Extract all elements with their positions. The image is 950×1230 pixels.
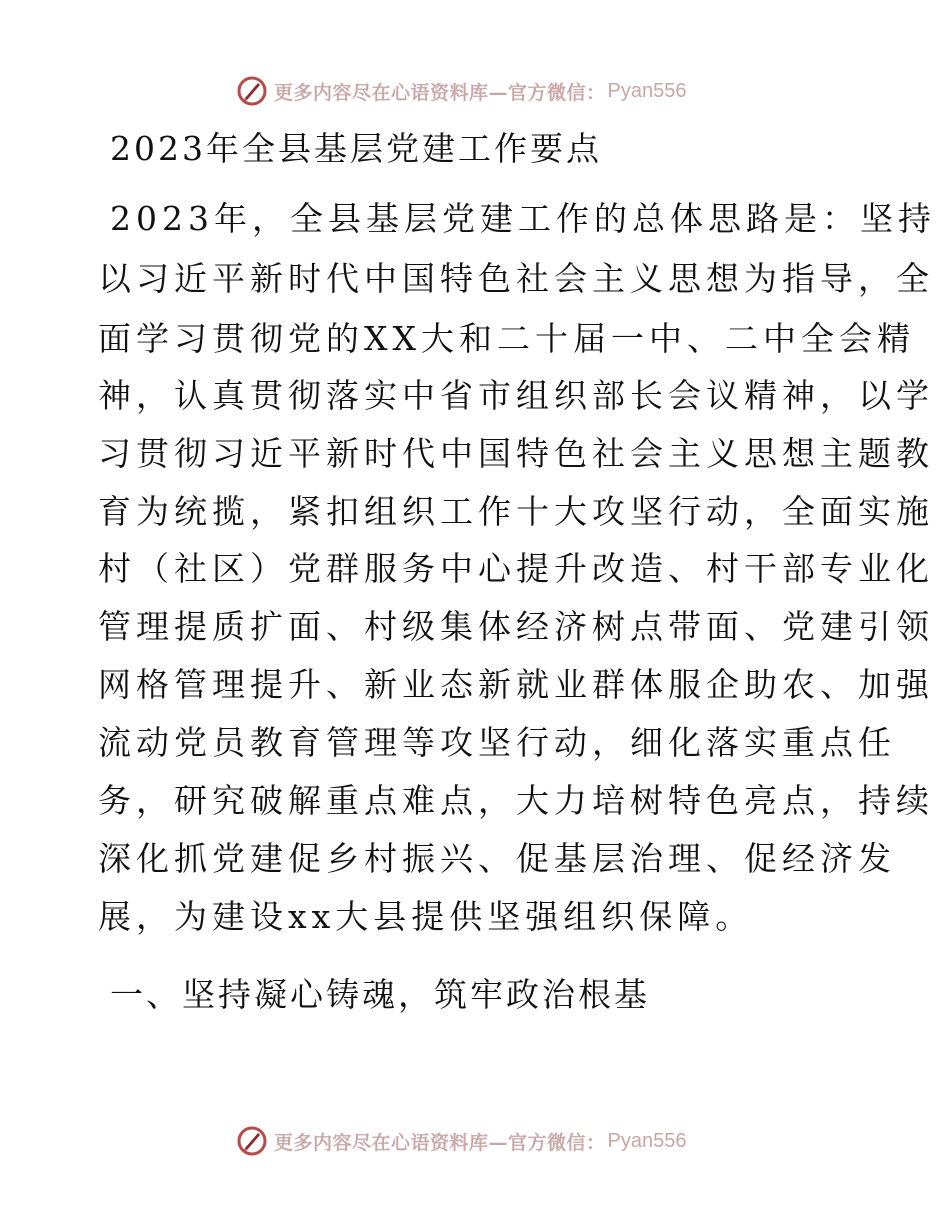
paragraph-line: 流动党员教育管理等攻坚行动，细化落实重点任 bbox=[98, 723, 896, 762]
paragraph-line: 2023年，全县基层党建工作的总体思路是：坚持 bbox=[110, 199, 936, 238]
paragraph-line: 展，为建设xx大县提供坚强组织保障。 bbox=[98, 897, 754, 936]
paragraph-line: 育为统揽，紧扣组织工作十大攻坚行动，全面实施 bbox=[98, 492, 934, 531]
paragraph-line: 以习近平新时代中国特色社会主义思想为指导，全 bbox=[98, 259, 934, 298]
paragraph-line: 村（社区）党群服务中心提升改造、村干部专业化 bbox=[98, 549, 934, 588]
paragraph-line: 网格管理提升、新业态新就业群体服企助农、加强 bbox=[98, 665, 934, 704]
section-heading: 一、坚持凝心铸魂，筑牢政治根基 bbox=[110, 975, 650, 1014]
watermark-text: 更多内容尽在心语资料库—官方微信： bbox=[274, 1131, 606, 1154]
watermark-text: 更多内容尽在心语资料库—官方微信： bbox=[274, 81, 606, 104]
footer-watermark bbox=[236, 1124, 686, 1158]
paragraph-line: 神，认真贯彻落实中省市组织部长会议精神，以学 bbox=[98, 376, 934, 415]
paragraph-line: 务，研究破解重点难点，大力培树特色亮点，持续 bbox=[98, 781, 934, 820]
feather-pen-logo-icon bbox=[236, 75, 268, 107]
watermark-wechat-id: Pyan556 bbox=[607, 79, 687, 102]
header-watermark bbox=[236, 74, 686, 108]
feather-pen-logo-icon bbox=[236, 1125, 268, 1157]
paragraph-line: 管理提质扩面、村级集体经济树点带面、党建引领 bbox=[98, 607, 934, 646]
paragraph-line: 深化抓党建促乡村振兴、促基层治理、促经济发 bbox=[98, 839, 896, 878]
watermark-wechat-id: Pyan556 bbox=[607, 1129, 687, 1152]
paragraph-line: 习贯彻习近平新时代中国特色社会主义思想主题教 bbox=[98, 434, 934, 473]
document-title: 2023年全县基层党建工作要点 bbox=[110, 129, 602, 168]
paragraph-line: 面学习贯彻党的XX大和二十届一中、二中全会精 bbox=[98, 319, 915, 358]
